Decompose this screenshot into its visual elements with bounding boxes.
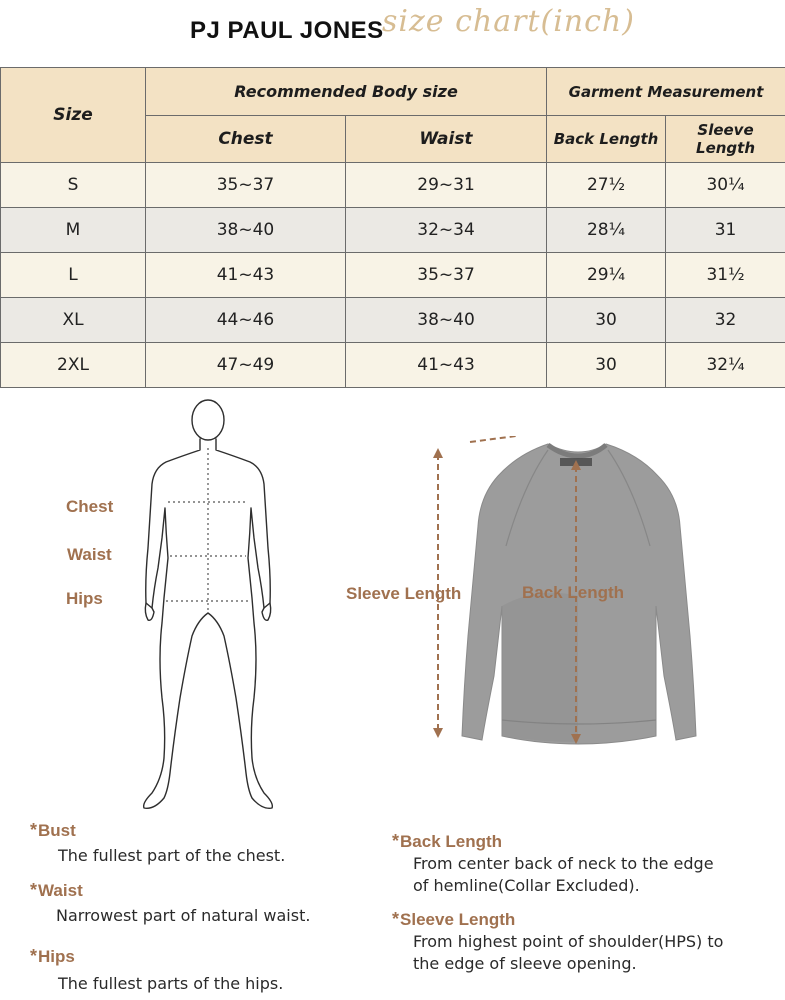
body-label-waist: Waist bbox=[67, 545, 112, 564]
note-sleeve-length-line1: From highest point of shoulder(HPS) to bbox=[413, 932, 724, 951]
table-row bbox=[1, 343, 785, 388]
sleeve-length-cell: 31½ bbox=[666, 253, 785, 298]
waist-cell: 41~43 bbox=[346, 343, 547, 388]
note-back-length bbox=[392, 831, 714, 897]
chest-column-header: Chest bbox=[146, 116, 346, 163]
chest-cell: 38~40 bbox=[146, 208, 346, 253]
note-hips bbox=[30, 946, 283, 995]
chest-cell: 35~37 bbox=[146, 163, 346, 208]
chest-cell: 44~46 bbox=[146, 298, 346, 343]
note-hips-text: The fullest parts of the hips. bbox=[58, 974, 284, 993]
body-outline-figure bbox=[130, 398, 290, 818]
back-length-cell: 28¼ bbox=[547, 208, 666, 253]
star-icon: * bbox=[392, 831, 400, 851]
size-cell: 2XL bbox=[1, 343, 146, 388]
size-cell: M bbox=[1, 208, 146, 253]
sleeve-length-cell: 30¼ bbox=[666, 163, 785, 208]
note-back-length-line2: of hemline(Collar Excluded). bbox=[413, 876, 640, 895]
back-length-cell: 29¼ bbox=[547, 253, 666, 298]
chest-cell: 47~49 bbox=[146, 343, 346, 388]
size-cell: XL bbox=[1, 298, 146, 343]
sleeve-length-arrow-line bbox=[470, 436, 516, 442]
note-sleeve-length-title: Sleeve Length bbox=[400, 910, 516, 929]
waist-cell: 38~40 bbox=[346, 298, 547, 343]
brand-name: PJ PAUL JONES bbox=[190, 17, 384, 44]
waist-cell: 35~37 bbox=[346, 253, 547, 298]
waist-cell: 29~31 bbox=[346, 163, 547, 208]
sleeve-length-cell: 32 bbox=[666, 298, 785, 343]
sweater-label-sleeve-length: Sleeve Length bbox=[346, 584, 462, 603]
back-length-cell: 27½ bbox=[547, 163, 666, 208]
size-chart-script-title: size chart(inch) bbox=[382, 4, 635, 39]
size-cell: S bbox=[1, 163, 146, 208]
waist-cell: 32~34 bbox=[346, 208, 547, 253]
note-bust-title: Bust bbox=[38, 821, 76, 840]
note-sleeve-length bbox=[392, 909, 723, 975]
note-bust-text: The fullest part of the chest. bbox=[58, 846, 286, 865]
note-back-length-line1: From center back of neck to the edge bbox=[413, 854, 714, 873]
sweater-shade bbox=[502, 593, 578, 742]
sleeve-length-column-header: Sleeve Length bbox=[666, 116, 785, 163]
star-icon: * bbox=[30, 880, 38, 900]
size-column-header: Size bbox=[1, 68, 146, 163]
waist-column-header: Waist bbox=[346, 116, 547, 163]
body-label-hips: Hips bbox=[66, 589, 103, 608]
recommended-body-size-header: Recommended Body size bbox=[146, 68, 547, 116]
figure-head bbox=[192, 400, 224, 440]
chart-header bbox=[0, 0, 785, 62]
table-row bbox=[1, 253, 785, 298]
note-sleeve-length-line2: the edge of sleeve opening. bbox=[413, 954, 637, 973]
table-row bbox=[1, 298, 785, 343]
sweater-label-back-length: Back Length bbox=[522, 583, 625, 602]
star-icon: * bbox=[392, 909, 400, 929]
sleeve-length-arrow-bottom bbox=[433, 728, 443, 738]
note-hips-title: Hips bbox=[38, 947, 75, 966]
table-row bbox=[1, 163, 785, 208]
back-length-column-header: Back Length bbox=[547, 116, 666, 163]
back-length-cell: 30 bbox=[547, 343, 666, 388]
sleeve-length-cell: 32¼ bbox=[666, 343, 785, 388]
sleeve-length-cell: 31 bbox=[666, 208, 785, 253]
sleeve-length-arrow-top bbox=[433, 448, 443, 458]
size-chart-table bbox=[0, 67, 785, 388]
body-label-chest: Chest bbox=[66, 497, 114, 516]
note-back-length-title: Back Length bbox=[400, 832, 503, 851]
note-waist-title: Waist bbox=[38, 881, 83, 900]
note-bust bbox=[30, 820, 285, 867]
star-icon: * bbox=[30, 946, 38, 966]
table-row bbox=[1, 208, 785, 253]
note-waist-text: Narrowest part of natural waist. bbox=[56, 906, 311, 925]
chest-cell: 41~43 bbox=[146, 253, 346, 298]
garment-measurement-header: Garment Measurement bbox=[547, 68, 785, 116]
star-icon: * bbox=[30, 820, 38, 840]
size-cell: L bbox=[1, 253, 146, 298]
back-length-cell: 30 bbox=[547, 298, 666, 343]
note-waist bbox=[30, 880, 310, 927]
